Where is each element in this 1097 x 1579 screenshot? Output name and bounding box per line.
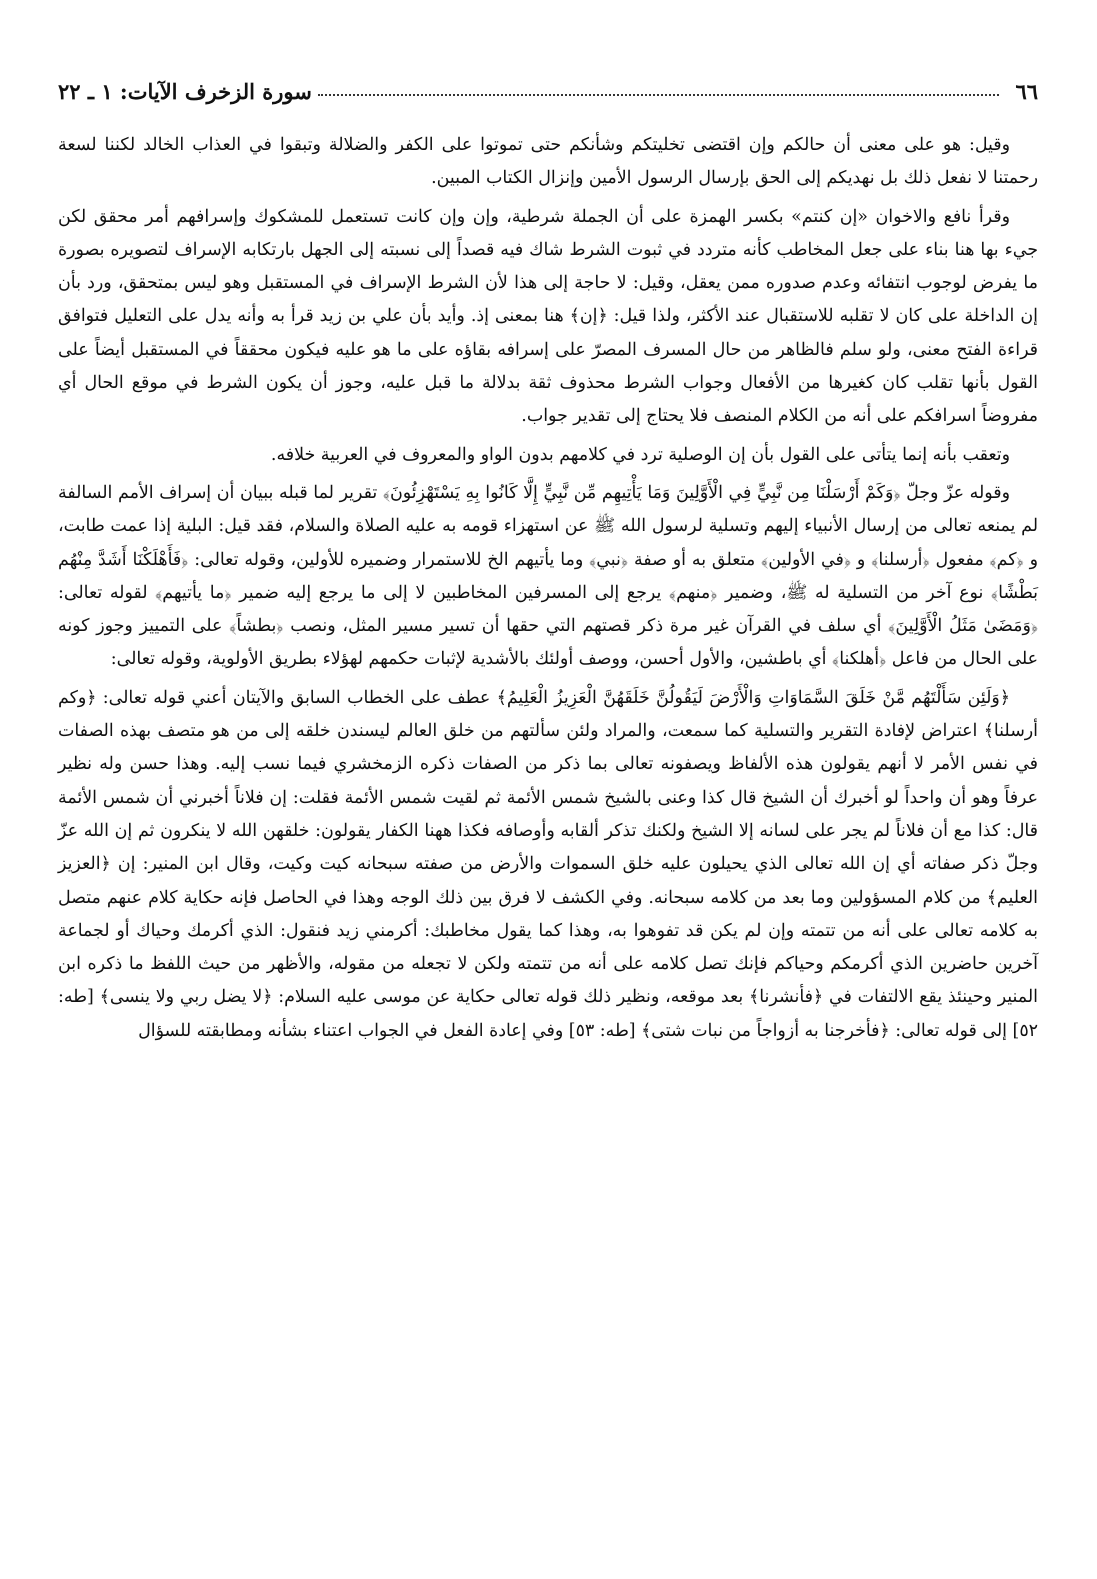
- paragraph: وقرأ نافع والاخوان «إن كنتم» بكسر الهمزة على أن الجملة شرطية، وإن وإن كانت تستعمل للمشكوك وإسرافهم أمر محقق لكن جيء بها هنا بناء على جعل المخاطب كأنه متردد في ثبوت الشرط شاك فيه قصداً إلى نسبته إلى الجهل بارتكابه الإسراف لتصويره بصورة ما يفرض لوجوب انتفائه وعدم صدوره ممن يعقل، وقيل: لا حاجة إلى هذا لأن الشرط الإسراف في المستقبل وهو ليس بمتحقق، ورد بأن إن الداخلة على كان لا تقلبه للاستقبال عند الأكثر، ولذا قيل: ﴿إن﴾ هنا بمعنى إذ. وأيد بأن علي بن زيد قرأ به وأنه يدل على التعليل فتوافق قراءة الفتح معنى، ولو سلم فالظاهر من حال المسرف المصرّ على إسرافه بقاؤه على ما هو عليه فيكون محققاً في المستقبل أيضاً على القول بأنها تقلب كان كغيرها من الأفعال وجواب الشرط محذوف ثقة بدلالة ما قبل عليه، وجوز أن يكون الشرط في موقع الحال أي مفروضاً اسرافكم على أنه من الكلام المنصف فلا يحتاج إلى تقدير جواب.: [58, 206, 1038, 427]
- body-text: [58, 129, 1038, 1048]
- paragraph: وقوله عزّ وجلّ ﴿وَكَمْ أَرْسَلْنَا مِن نَّبِيٍّ فِي الْأَوَّلِينَ وَمَا يَأْتِيهِم مِّن نَّبِيٍّ إِلَّا كَانُوا بِهِ يَسْتَهْزِئُونَ﴾ تقرير لما قبله ببيان أن إسراف الأمم السالفة لم يمنعه تعالى من إرسال الأنبياء إليهم وتسلية لرسول الله ﷺ عن استهزاء قومه به عليه الصلاة والسلام، فقد قيل: البلية إذا عمت طابت، و ﴿كم﴾ مفعول ﴿أرسلنا﴾ و ﴿في الأولين﴾ متعلق به أو صفة ﴿نبي﴾ وما يأتيهم الخ للاستمرار وضميره للأولين، وقوله تعالى: ﴿فَأَهْلَكْنَا أَشَدَّ مِنْهُم بَطْشًا﴾ نوع آخر من التسلية له ﷺ، وضمير ﴿منهم﴾ يرجع إلى المسرفين المخاطبين لا إلى ما يرجع إليه ضمير ﴿ما يأتيهم﴾ لقوله تعالى: ﴿وَمَضَىٰ مَثَلُ الْأَوَّلِينَ﴾ أي سلف في القرآن غير مرة ذكر قصتهم التي حقها أن تسير مسير المثل، ونصب ﴿بطشاً﴾ على التمييز وجوز كونه على الحال من فاعل ﴿أهلكنا﴾ أي باطشين، والأول أحسن، ووصف أولئك بالأشدية لإثبات حكمهم لهؤلاء بطريق الأولوية، وقوله تعالى:: [58, 482, 1038, 670]
- running-header: [58, 68, 1038, 105]
- paragraph: وتعقب بأنه إنما يتأتى على القول بأن إن الوصلية ترد في كلامهم بدون الواو والمعروف في العربية خلافه.: [270, 444, 1010, 465]
- chapter-title: سورة الزخرف الآيات: ١ ـ ٢٢: [58, 79, 312, 104]
- dotted-leader: [318, 94, 1000, 96]
- paragraph: وقيل: هو على معنى أن حالكم وإن اقتضى تخليتكم وشأنكم حتى تموتوا على الكفر والضلالة وتبقوا في العذاب الخالد لكننا لسعة رحمتنا لا نفعل ذلك بل نهديكم إلى الحق بإرسال الرسول الأمين وإنزال الكتاب المبين.: [58, 135, 1038, 189]
- paragraph: ﴿وَلَئِن سَأَلْتَهُم مَّنْ خَلَقَ السَّمَاوَاتِ وَالْأَرْضَ لَيَقُولُنَّ خَلَقَهُنَّ الْعَزِيزُ الْعَلِيمُ﴾ عطف على الخطاب السابق والآيتان أعني قوله تعالى: ﴿وكم أرسلنا﴾ اعتراض لإفادة التقرير والتسلية كما سمعت، والمراد ولئن سألتهم من خلق العالم ليسندن خلقه إلى من هو متصف بهذه الصفات في نفس الأمر لا أنهم يقولون هذه الألفاظ ويصفونه تعالى بما ذكر من الصفات ذكره الزمخشري فيما نسب إليه. وهذا حسن وله نظير عرفاً وهو أن واحداً لو أخبرك أن الشيخ قال كذا وعنى بالشيخ شمس الأئمة ثم لقيت شمس الأئمة فقلت: إن فلاناً أخبرني أن شمس الأئمة قال: كذا مع أن فلاناً لم يجر على لسانه إلا الشيخ ولكنك تذكر ألقابه وأوصافه فكذا ههنا الكفار يقولون: خلقهن الله لا ينكرون ثم إن الله عزّ وجلّ ذكر صفاته أي إن الله تعالى الذي يحيلون عليه خلق السموات والأرض من صفته سبحانه كيت وكيت، وقال ابن المنير: إن ﴿العزيز العليم﴾ من كلام المسؤولين وما بعد من كلامه سبحانه. وفي الكشف لا فرق بين ذلك الوجه وهذا في الحاصل فإنه حكاية كلام عنهم متصل به كلامه تعالى على أنه من تتمته وإن لم يكن قد تفوهوا به، وهذا كما يقول مخاطبك: أكرمني زيد فنقول: الذي أكرمك وحياك أو لجماعة آخرين حاضرين الذي أكرمكم وحياكم فإنك تصل كلامه على أنه من تتمته ولكن لا تجعله من مقوله، والأظهر من حيث اللفظ ما ذكره ابن المنير وحينئذ يقع الالتفات في ﴿فأنشرنا﴾ بعد موقعه، ونظير ذلك قوله تعالى حكاية عن موسى عليه السلام: ﴿لا يضل ربي ولا ينسى﴾ [طه: ٥٢] إلى قوله تعالى: ﴿فأخرجنا به أزواجاً من نبات شتى﴾ [طه: ٥٣] وفي إعادة الفعل في الجواب اعتناء بشأنه ومطابقته للسؤال: [58, 687, 1038, 1041]
- page-number: ٦٦: [1015, 79, 1038, 104]
- document-page: [58, 68, 1038, 1548]
